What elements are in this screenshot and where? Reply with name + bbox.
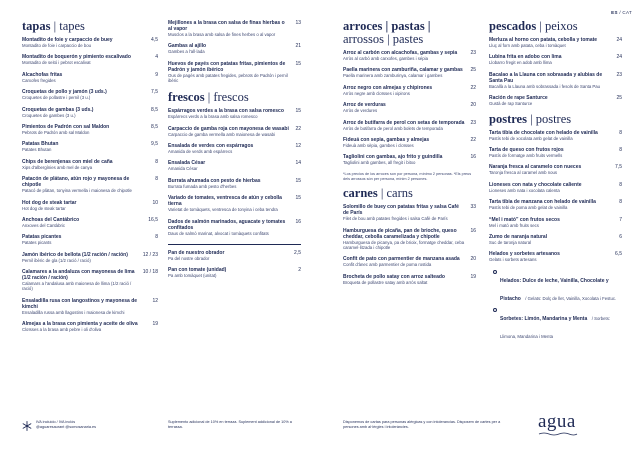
menu-item-text	[22, 54, 155, 65]
menu-item-name: Burrata ahumada con pesto de hierbas	[168, 177, 261, 184]
footer-allergy: Disponemos de cartas para personas alérgicas y con intolerancias. Disposem de cartes per a persones amb al·lèrgies i intoleràncies.	[343, 420, 501, 429]
menu-item	[343, 102, 476, 113]
menu-item-name: Naranja fresca al caramelo con nueces	[489, 164, 582, 171]
menu-item	[489, 164, 622, 175]
menu-item-name: Variado de tomates, ventresca de atún y cebolla tierna	[168, 195, 282, 208]
menu-item-translation: Pastís tebi de poma amb gelat de vainilla	[489, 205, 568, 211]
menu-item-translation: Burrata fumada amb pesto d'herbes	[168, 183, 237, 189]
menu-item-text	[343, 137, 470, 148]
menu-item-price: 21	[295, 43, 301, 50]
menu-item-price: 8	[155, 234, 158, 241]
menu-item-name: Alcachofas fritas	[22, 71, 63, 78]
menu-item-translation: Hot dog de steak tartar	[22, 205, 66, 211]
menu-item-price: 9,5	[151, 141, 158, 148]
menu-item-translation: Suc de taronja natural	[489, 239, 532, 245]
menu-item-text	[22, 89, 151, 100]
menu-item-name: Gambas al ajillo	[168, 43, 207, 50]
menu-item-price: 12	[152, 297, 158, 304]
menu-item-name: Tarta de queso con frutos rojos	[489, 146, 564, 153]
menu-item	[168, 178, 301, 189]
menu-item-text	[168, 160, 295, 171]
menu-item-name: Arroz negro con almejas y chipirones	[343, 84, 433, 91]
carnes-title: carnes | carns	[343, 186, 413, 201]
menu-item-name: Bacalao a la Llauna con sobrasada y alubias de Santa Pau	[489, 71, 603, 84]
menu-item-text	[168, 250, 294, 261]
menu-item	[22, 200, 158, 211]
menu-item-text	[168, 195, 295, 212]
menu-item	[343, 256, 476, 267]
menu-item-price: 23	[616, 71, 622, 78]
menu-item	[168, 108, 301, 119]
menu-item-translation: Pastís tebi de xocolata amb gelat de vainilla	[489, 135, 573, 141]
menu-item-price: 7,5	[151, 89, 158, 96]
menu-item	[22, 72, 158, 83]
menu-item-translation: Amanida César	[168, 166, 198, 172]
column-arroces-carnes	[343, 20, 476, 291]
menu-item-name: Huevos de payés con patatas fritas, pimientos de Padrón y jamón ibérico	[168, 60, 286, 73]
menu-item-name: Solomillo de buey con patatas fritas y salsa Café de París	[343, 204, 459, 217]
menu-item-translation: Lluç al forn amb patata, ceba i tomàquet	[489, 43, 566, 48]
arroces-list	[343, 50, 476, 166]
menu-item-name: Anchoas del Cantábrico	[22, 216, 80, 223]
logo-text: agua	[538, 411, 576, 432]
menu-item	[22, 107, 158, 118]
menu-item-translation: Carpaccio de gamba vermella amb maionesa de wasabi	[168, 131, 276, 137]
menu-item-text	[22, 141, 151, 152]
menu-item-text	[489, 95, 616, 106]
menu-item-price: 22	[470, 136, 476, 143]
menu-item-price: 33	[470, 204, 476, 211]
arroces-note: *Los precios de los arroces son por persona, mínimo 2 personas. *Els preus dels arrossos són per persona, mínim 2 persones.	[343, 171, 472, 181]
menu-item-name: Pan de nuestro obrador	[168, 249, 225, 256]
menu-item-price: 8	[619, 199, 622, 206]
menu-item	[22, 124, 158, 135]
bread-list	[168, 250, 301, 279]
menu-item	[168, 219, 301, 236]
menu-item-text	[343, 274, 470, 285]
bullet-icon	[493, 308, 497, 312]
menu-item-translation: Taronja fresca al caramel amb nous	[489, 170, 558, 176]
menu-item-price: 12 / 23	[142, 251, 158, 258]
menu-item-price: 15	[295, 60, 301, 67]
menu-item-translation: Cloïsses a la brasa amb pebre i oli d'oliva	[22, 327, 102, 333]
menu-item	[22, 298, 158, 315]
menu-item	[489, 251, 622, 262]
menu-item	[168, 20, 301, 37]
menu-item-price: 24	[616, 37, 622, 43]
menu-item-price: 15	[295, 177, 301, 184]
menu-item	[168, 267, 301, 278]
flavor-name: Sorbetes: Limón, Mandarina y Menta	[500, 315, 588, 322]
menu-item-price: 8	[619, 181, 622, 188]
menu-item-text	[489, 199, 619, 210]
menu-item-price: 8	[619, 129, 622, 136]
flavor-sub: / Sorbets: Llimona, Mandarina i Menta	[500, 315, 611, 339]
menu-item-text	[489, 234, 619, 245]
menu-item-translation: Llobarro fregit en adob amb llima	[489, 60, 552, 66]
menu-item-name: Fideuá con sepia, gambas y almejas	[343, 136, 430, 143]
menu-item-name: Brocheta de pollo satay con arroz salteado	[343, 273, 445, 280]
menu-item-text	[343, 204, 470, 221]
menu-item-name: Ensalada César	[168, 160, 206, 167]
menu-item-text	[22, 234, 155, 245]
menu-item-text	[343, 50, 470, 61]
menu-item-text	[22, 321, 152, 332]
menu-item-text	[22, 298, 152, 315]
menu-item-translation: Gambes a l'all·lada	[168, 49, 205, 55]
footer-info	[36, 420, 96, 430]
menu-item-name: Lioneses con nata y chocolate caliente	[489, 181, 582, 188]
menu-item-translation: Xips d'albergínies amb mel de canya	[22, 164, 93, 170]
lang-separator: /	[617, 10, 623, 15]
carnes-list	[343, 204, 476, 285]
menu-item	[343, 67, 476, 78]
menu-item-name: Patatas picantes	[22, 234, 62, 241]
frescos-title: frescos | frescos	[168, 90, 249, 105]
menu-item	[489, 37, 622, 48]
menu-item-price: 16	[295, 218, 301, 225]
menu-item-text	[343, 256, 470, 267]
menu-item-text	[168, 178, 295, 189]
menu-item-text	[489, 251, 615, 262]
menu-item-name: Croquetas de pollo y jamón (3 uds.)	[22, 89, 107, 96]
menu-item-name: Tarta tibia de manzana con helado de vainilla	[489, 199, 596, 206]
menu-item	[168, 250, 301, 261]
menu-item-text	[168, 143, 295, 154]
menu-item-name: Almejas a la brasa con pimienta y aceite de oliva	[22, 321, 138, 328]
menu-item-translation: Bacallà a la Llauna amb sobrassada i fesols de Santa Pau	[489, 83, 601, 89]
menu-item-translation: Ous de pagès amb patates fregides, pebrots de Padrón i pernil ibèric	[168, 72, 288, 83]
menu-item-price: 23	[470, 50, 476, 56]
menu-item-price: 15	[295, 108, 301, 115]
menu-item-name: Confit de pato con parmentier de manzana asada	[343, 256, 460, 263]
menu-item-price: 24	[616, 54, 622, 61]
menu-item-translation: Filet de bou amb patates fregides i salsa Cafè de París	[343, 216, 448, 222]
menu-item-name: Mejillones a la brasa con salsa de finas hierbas o al vapor	[168, 20, 285, 32]
menu-item-text	[489, 182, 619, 193]
menu-item	[489, 147, 622, 158]
menu-item-price: 4	[155, 54, 158, 61]
menu-item-price: 19	[470, 273, 476, 280]
menu-item-price: 20	[470, 102, 476, 109]
flavor-item	[493, 307, 622, 343]
menu-item-price: 25	[470, 67, 476, 74]
menu-item-text	[343, 67, 470, 78]
menu-item-text	[22, 107, 151, 118]
menu-item-text	[489, 147, 619, 158]
menu-item-name: Ración de rape Santurce	[489, 95, 548, 102]
menu-item	[489, 54, 622, 65]
menu-item-name: Merluza al horno con patata, cebolla y tomate	[489, 37, 598, 43]
menu-item-translation: Croquetes de pollastre i pernil (3 u.)	[22, 95, 91, 101]
menu-item	[22, 89, 158, 100]
menu-item	[22, 54, 158, 65]
menu-item-text	[489, 217, 619, 228]
menu-item-translation: Arròs de verdures	[343, 108, 378, 114]
menu-item-price: 8	[619, 146, 622, 153]
menu-item-translation: Pebrots de Padrón amb sal Maldon	[22, 129, 90, 135]
menu-item-name: Calamares a la andaluza con mayonesa de lima (1/2 ración / ración)	[22, 269, 135, 282]
menu-item	[343, 85, 476, 96]
menu-item-price: 8	[155, 158, 158, 165]
menu-item-name: Arroz de butifarra de perol con setas de temporada	[343, 119, 465, 126]
menu-item-price: 22	[470, 84, 476, 91]
flavor-name: Helados: Dulce de leche, Vainilla, Chocolate y Pistacho	[500, 277, 609, 302]
menu-item-text	[343, 120, 470, 131]
menu-item	[343, 50, 476, 61]
frescos-list	[168, 108, 301, 236]
menu-item-translation: Patacó de plàtan, tonyina vermella i maionesa de chipotle	[22, 188, 132, 194]
menu-item-name: Patacón de plátano, atún rojo y mayonesa de chipotle	[22, 176, 130, 189]
menu-item-translation: Anxoves del Cantàbric	[22, 222, 65, 228]
menu-item-text	[343, 228, 470, 250]
menu-item-name: Tarta tibia de chocolate con helado de vainilla	[489, 129, 598, 136]
brand-logo	[538, 411, 576, 433]
menu-item-name: Chips de berenjenas con miel de caña	[22, 158, 113, 165]
logo-wave-icon	[538, 432, 578, 436]
menu-item-text	[22, 252, 143, 263]
menu-item-name: Arroz de verduras	[343, 102, 386, 109]
menu-item-name: Ensaladilla rusa con langostinos y mayonesa de kimchi	[22, 297, 138, 310]
column-tapas-frescos	[168, 20, 301, 285]
menu-item-name: Patatas Bhutan	[22, 141, 59, 148]
menu-item-name: Lubina frita en adobo con lima	[489, 54, 562, 61]
menu-item-name: Paella marinera con zamburiña, calamar y gambas	[343, 67, 463, 74]
menu-item-text	[489, 37, 616, 48]
menu-item-name: Montadito de foie y carpaccio de buey	[22, 37, 113, 43]
menu-item-text	[168, 108, 295, 119]
menu-item-translation: Montadito de foie i carpaccio de bou	[22, 43, 92, 48]
menu-item-price: 7	[619, 216, 622, 223]
language-switcher	[611, 10, 632, 15]
menu-item	[489, 95, 622, 106]
tapas-list	[22, 37, 158, 332]
menu-item-text	[22, 200, 152, 211]
menu-item	[489, 182, 622, 193]
menu-item-translation: Pa amb tomàquet (unitat)	[168, 273, 217, 279]
menu-item	[22, 141, 158, 152]
menu-item	[489, 217, 622, 228]
postres-list	[489, 130, 622, 263]
menu-item-text	[489, 54, 616, 65]
menu-item-translation: Montadito de seitó i pebrot escalivat	[22, 60, 91, 66]
menu-item-translation: Arròs al carbó amb carxofes, gambes i sépia	[343, 56, 429, 61]
menu-item	[22, 217, 158, 228]
menu-item-translation: Broqueta de pollastre satay amb arròs saltat	[343, 279, 428, 285]
menu-item	[343, 274, 476, 285]
menu-item	[168, 126, 301, 137]
menu-item-translation: Arròs negre amb cloïsses i xipirons	[343, 90, 410, 96]
footer-iva: IVA incluido / IVA inclòs	[36, 420, 76, 424]
menu-item-price: 16	[470, 227, 476, 234]
menu-item-translation: Croquetes de gambes (3 u.)	[22, 112, 76, 118]
menu-item	[168, 143, 301, 154]
postres-title: postres | postres	[489, 111, 572, 126]
menu-item-text	[22, 72, 155, 83]
menu-item-translation: Amanida de verds amb espàrrecs	[168, 148, 233, 154]
menu-item-text	[343, 154, 470, 165]
menu-item-price: 10	[152, 199, 158, 206]
menu-item-text	[22, 37, 151, 48]
menu-item-price: 13	[295, 20, 301, 26]
menu-item	[168, 61, 301, 83]
menu-item-text	[489, 72, 616, 89]
menu-item-translation: Calamars a l'andalusa amb maionesa de llima (1/2 ració / ració)	[22, 281, 132, 292]
menu-item-translation: Tagliolini amb gambes, all fregit i bitxo	[343, 160, 416, 166]
menu-item	[22, 321, 158, 332]
pescados-title: pescados | peixos	[489, 19, 578, 33]
menu-item-name: Hamburguesa de picaña, pan de brioche, queso cheddar, cebolla caramelizada y chipotle	[343, 227, 457, 240]
menu-item	[343, 137, 476, 148]
menu-item-price: 12	[295, 142, 301, 149]
menu-item-price: 6,5	[615, 251, 622, 258]
menu-item	[489, 130, 622, 141]
menu-item	[343, 228, 476, 250]
menu-item-price: 7,5	[615, 164, 622, 171]
menu-item	[343, 154, 476, 165]
lang-cat[interactable]: CAT	[622, 10, 632, 15]
menu-item-name: Dados de salmón marinados, aguacate y tomates confitados	[168, 218, 286, 231]
footer-social[interactable]: @aguaresaurant @somosanaria.es	[36, 424, 97, 429]
menu-item-translation: Gelats i sorbets artesans	[489, 257, 537, 263]
menu-item-price: 2	[298, 267, 301, 274]
menu-item-price: 25	[616, 95, 622, 102]
menu-item	[489, 199, 622, 210]
menu-item-price: 8,5	[151, 106, 158, 113]
menu-item-translation: Ensaladilla russa amb llagostins i maionesa de kimchi	[22, 309, 125, 315]
menu-item-name: Pimientos de Padrón con sal Maldon	[22, 123, 110, 130]
menu-item-name: Carpaccio de gamba roja con mayonesa de wasabi	[168, 125, 289, 132]
bread-divider	[168, 244, 301, 245]
menu-item-name: “Mel i mató” con frutos secos	[489, 216, 560, 223]
menu-item-text	[343, 85, 470, 96]
menu-item-text	[22, 124, 151, 135]
menu-item-translation: Paella marinera amb zamburinya, calamar i gambes	[343, 73, 443, 79]
tapas-continued-list	[168, 20, 301, 83]
menu-item-translation: Confit d'ànec amb parmentier de poma rostida	[343, 262, 432, 268]
menu-item-name: Helados y sorbetes artesanos	[489, 251, 560, 258]
menu-item	[22, 252, 158, 263]
flavors-list	[493, 269, 622, 343]
footer-terrace: Suplemento adicional de 10% en terraza. Suplement addicional de 10% a terrassa.	[168, 420, 292, 429]
menu-item	[489, 234, 622, 245]
menu-item-name: Croquetas de gambas (3 uds.)	[22, 106, 94, 113]
menu-item-price: 9	[155, 71, 158, 78]
menu-item-translation: Hamburguesa de picanya, pa de brioix, formatge cheddar, ceba caramel·litzada i chipotle	[343, 239, 465, 250]
menu-item	[168, 43, 301, 54]
lang-es[interactable]: ES	[611, 10, 618, 15]
menu-item-translation: Fideuà amb sèpia, gambes i cloïsses	[343, 142, 414, 148]
menu-item-text	[489, 130, 619, 141]
menu-item-name: Jamón ibérico de bellota (1/2 ración / ración)	[22, 251, 128, 258]
menu-item-price: 8,5	[151, 123, 158, 130]
menu-item-text	[168, 267, 298, 278]
arroces-title: arroces | pastas | arrossos | pastes	[343, 19, 431, 46]
menu-item-translation: Mel i mató amb fruits secs	[489, 222, 539, 228]
menu-item-price: 4,5	[151, 37, 158, 43]
menu-item-name: Espárragos verdes a la brasa con salsa romesco	[168, 108, 284, 115]
menu-item	[22, 37, 158, 48]
menu-item	[22, 159, 158, 170]
menu-item-translation: Pernil ibèric de gla (1/2 ració / ració)	[22, 257, 91, 263]
menu-item-price: 16,5	[148, 216, 158, 223]
menu-item-price: 15	[295, 195, 301, 202]
tapas-title: tapas | tapes	[22, 19, 85, 33]
menu-item	[22, 269, 158, 291]
menu-item-translation: Patates picants	[22, 240, 52, 246]
menu-item-text	[343, 102, 470, 113]
menu-item-translation: Musclos a la brasa amb salsa de fines herbes o al vapor	[168, 32, 276, 37]
menu-item-text	[22, 269, 143, 291]
bullet-icon	[493, 270, 497, 274]
menu-item-price: 19	[152, 321, 158, 328]
menu-item-text	[168, 61, 295, 83]
menu-item-translation: Espàrrecs verds a la brasa amb salsa romesco	[168, 114, 258, 120]
menu-item	[168, 160, 301, 171]
menu-item	[343, 120, 476, 131]
menu-item-translation: Lioneses amb nata i xocolata calenta	[489, 187, 560, 193]
menu-item-text	[489, 164, 615, 175]
menu-item-price: 23	[470, 119, 476, 126]
menu-item-translation: Gustà de rap Santurce	[489, 101, 533, 107]
menu-item-name: Montadito de boquerón y pimiento escalivado	[22, 54, 131, 61]
menu-item-translation: Arròs de botifarra de perol amb bolets de temporada	[343, 125, 443, 131]
menu-item-name: Tagliolini con gambas, ajo frito y guindilla	[343, 154, 443, 161]
menu-item-price: 20	[470, 256, 476, 263]
menu-item-name: Hot dog de steak tartar	[22, 199, 77, 206]
menu-item-translation: Daus de salmó marinat, alvocat i tomàquets confitats	[168, 230, 269, 236]
menu-item-price: 16	[470, 154, 476, 161]
menu-item-text	[168, 20, 295, 37]
menu-item-price: 10 / 18	[142, 269, 158, 276]
menu-item-price: 6	[619, 233, 622, 240]
menu-item	[343, 204, 476, 221]
menu-item-name: Pan con tomate (unidad)	[168, 267, 227, 274]
menu-item-translation: Carxofes fregides	[22, 77, 56, 83]
column-pescados-postres	[489, 20, 622, 345]
menu-item-price: 14	[295, 160, 301, 167]
column-tapas	[22, 20, 158, 338]
menu-item-price: 2,5	[294, 249, 301, 256]
menu-item-price: 8	[155, 176, 158, 183]
menu-item	[22, 234, 158, 245]
menu-item-price: 22	[295, 125, 301, 132]
pescados-list	[489, 37, 622, 106]
menu-item-translation: Varietat de tomàquets, ventresca de tonyina i ceba tendra	[168, 207, 278, 213]
menu-item-text	[22, 176, 155, 193]
menu-item-translation: Patates Bhutan	[22, 147, 52, 153]
menu-item-translation: Pastís de formatge amb fruits vermells	[489, 152, 563, 158]
menu-item	[22, 176, 158, 193]
menu-item-text	[22, 159, 155, 170]
menu-item-text	[168, 43, 295, 54]
flavor-sub: / Gelats: Dolç de llet, Vainilla, Xocolata i Festuc.	[525, 295, 617, 301]
menu-item	[168, 195, 301, 212]
flavor-item	[493, 269, 622, 305]
menu-item-translation: Pa del nostre obrador	[168, 255, 210, 261]
menu-item-name: Ensalada de verdes con espárragos	[168, 142, 254, 149]
menu-item-name: Arroz al carbón con alcachofas, gambas y sepia	[343, 50, 458, 56]
menu-item	[489, 72, 622, 89]
menu-item-name: Zumo de naranja natural	[489, 233, 548, 240]
menu-item-text	[168, 219, 295, 236]
menu-item-text	[168, 126, 295, 137]
snowflake-icon	[22, 421, 32, 431]
menu-item-text	[22, 217, 148, 228]
